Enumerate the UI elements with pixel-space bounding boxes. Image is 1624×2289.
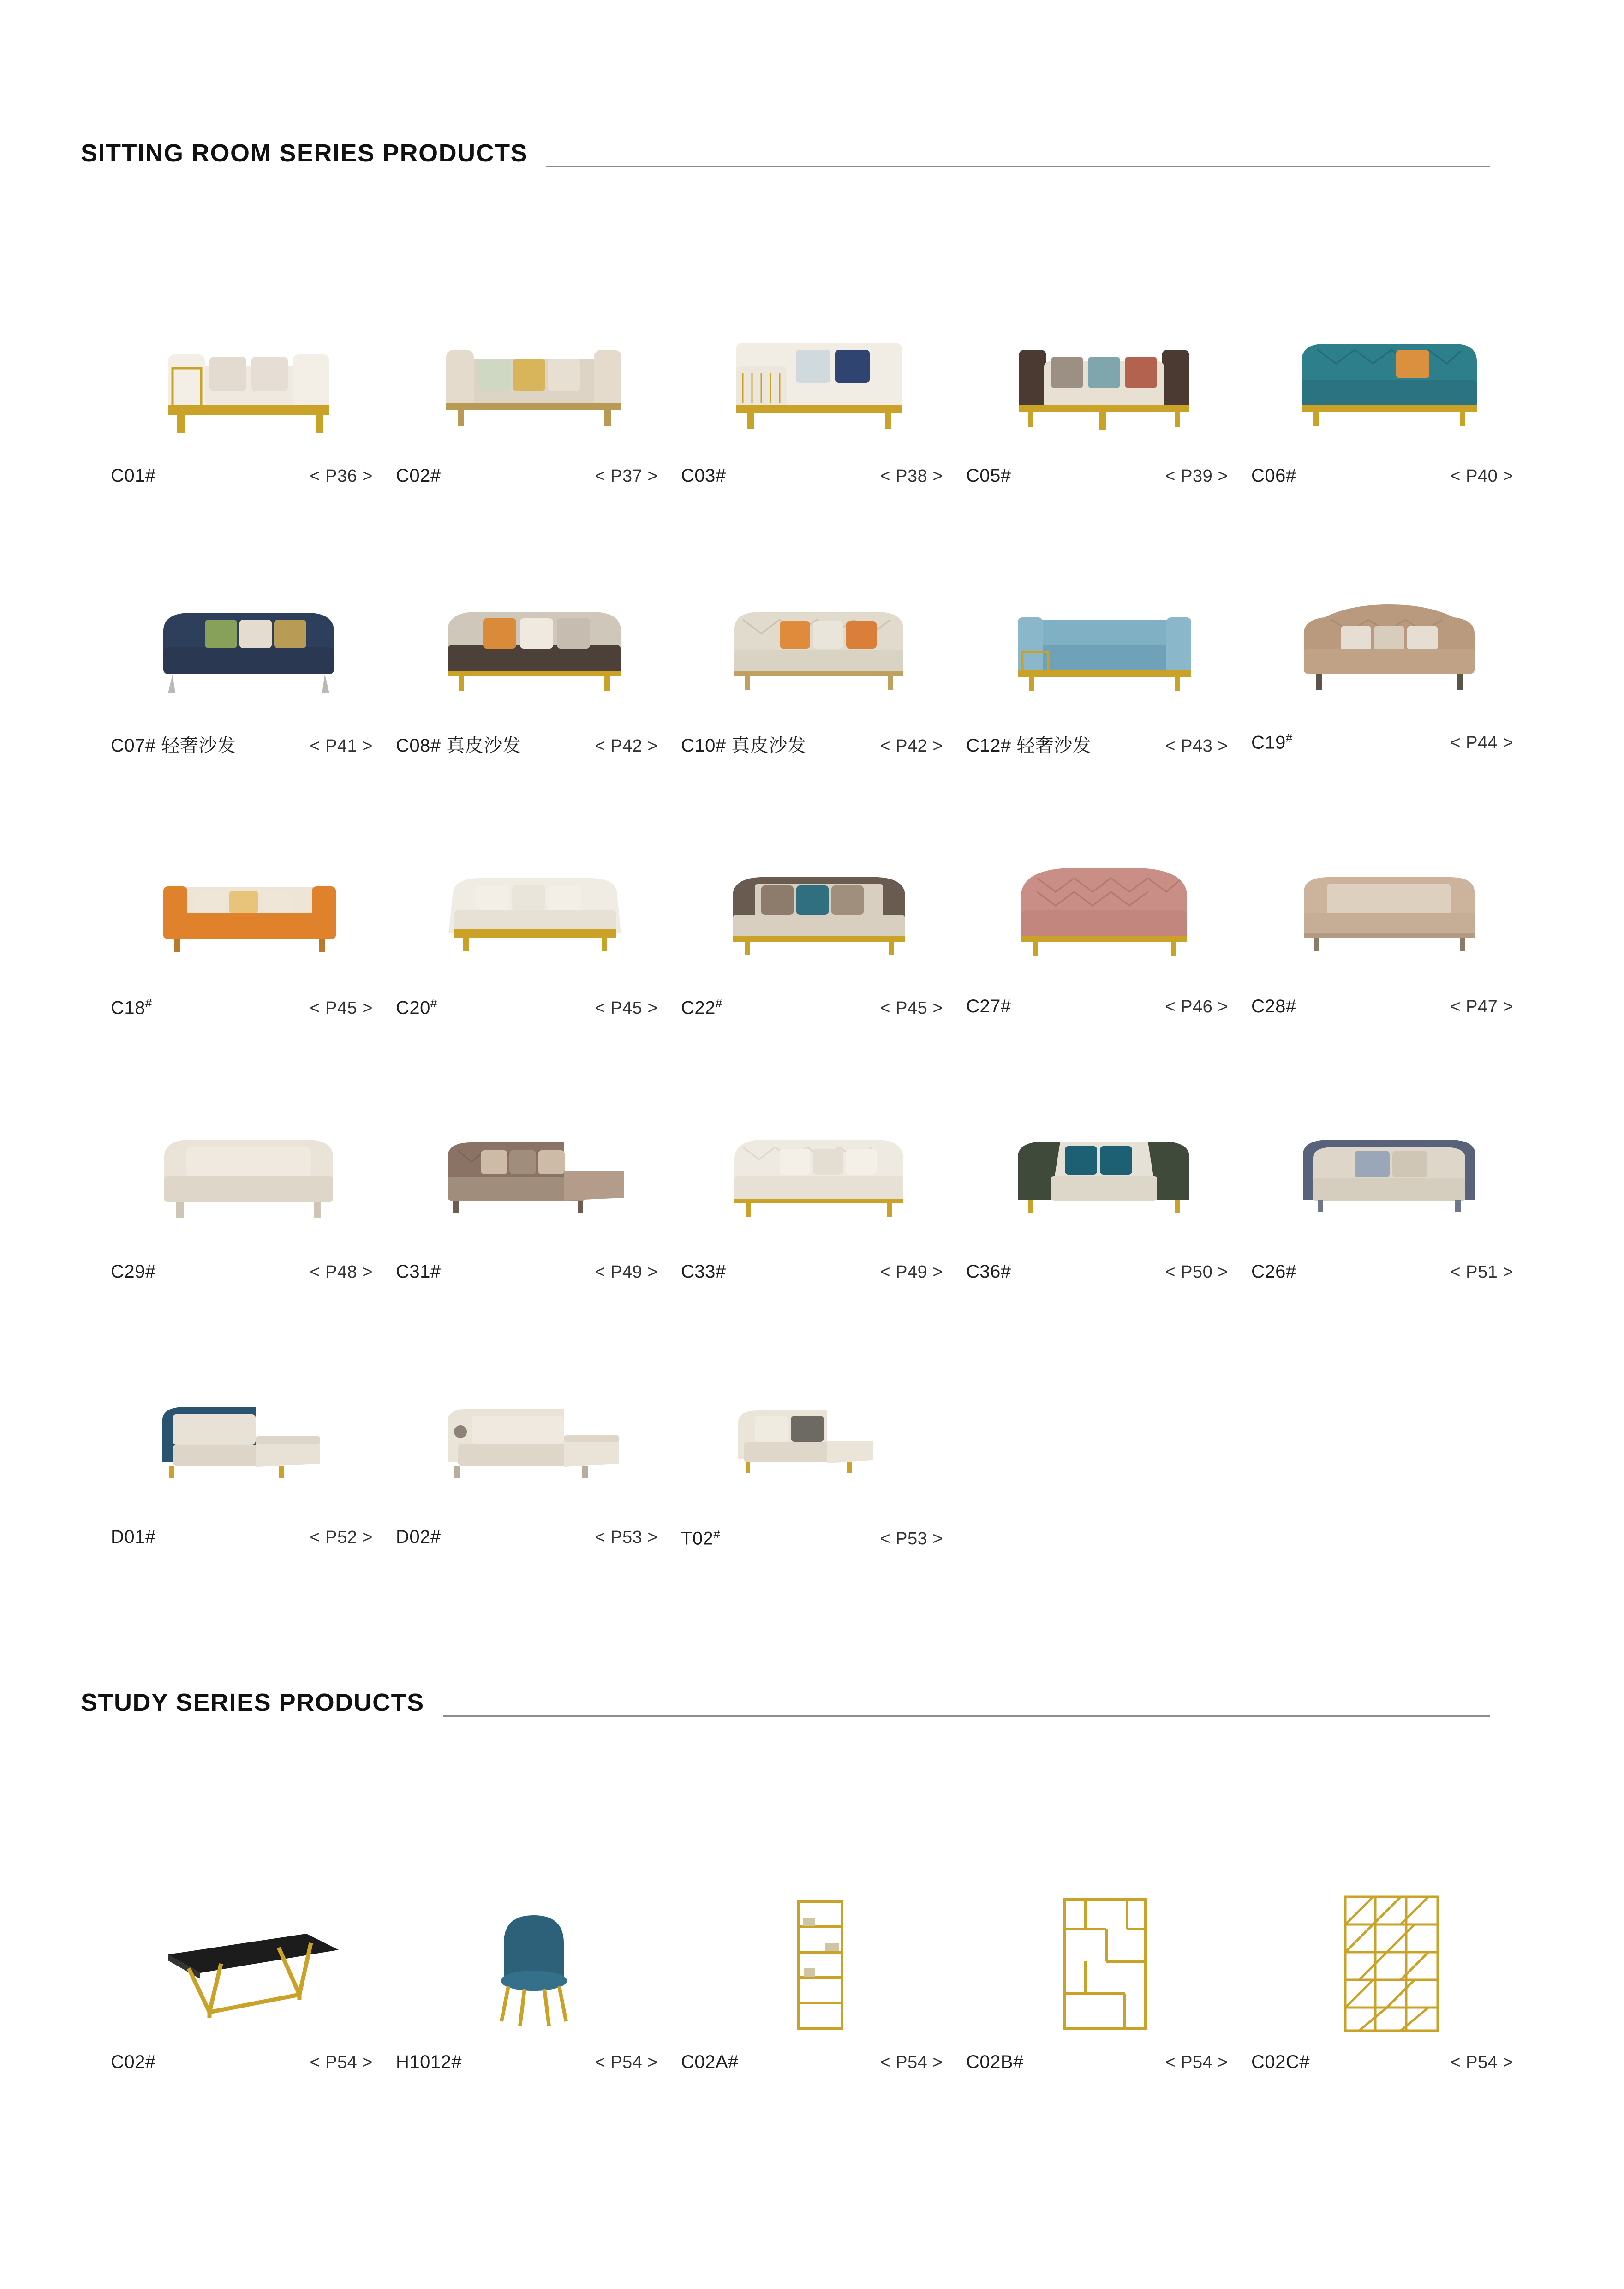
- section-divider: [443, 1715, 1490, 1717]
- product-code: C33#: [681, 1261, 726, 1282]
- product-page-ref: < P38 >: [880, 466, 943, 486]
- product-image-c19: [1247, 548, 1532, 731]
- product-cell[interactable]: [961, 283, 1247, 548]
- product-caption: [676, 731, 961, 757]
- product-caption: [106, 466, 391, 486]
- product-code: C28#: [1251, 996, 1296, 1016]
- product-page-ref: < P52 >: [310, 1528, 373, 1547]
- product-caption: [961, 1261, 1247, 1282]
- product-cell[interactable]: [391, 1344, 676, 1609]
- product-cell[interactable]: [1247, 548, 1532, 813]
- product-code: C31#: [396, 1261, 441, 1282]
- product-page-ref: < P47 >: [1450, 997, 1513, 1016]
- product-cell[interactable]: [106, 283, 391, 548]
- product-page-ref: < P53 >: [880, 1529, 943, 1549]
- product-page-ref: < P54 >: [595, 2053, 658, 2072]
- product-code: C12# 轻奢沙发: [966, 735, 1092, 756]
- product-page-ref: < P51 >: [1450, 1262, 1513, 1282]
- product-cell[interactable]: [961, 548, 1247, 813]
- section-title-sitting-room: SITTING ROOM SERIES PRODUCTS: [81, 139, 528, 167]
- product-caption: [106, 1261, 391, 1282]
- product-code: C02C#: [1251, 2052, 1310, 2072]
- product-caption: [391, 996, 676, 1018]
- product-code-sup: #: [715, 996, 722, 1010]
- product-cell[interactable]: [1247, 283, 1532, 548]
- product-cell[interactable]: [391, 1855, 676, 2132]
- product-cell[interactable]: [391, 283, 676, 548]
- product-caption: [676, 1527, 961, 1549]
- product-code: C19#: [1251, 731, 1293, 753]
- product-caption: [106, 731, 391, 757]
- product-code: C08# 真皮沙发: [396, 735, 521, 756]
- product-page-ref: < P42 >: [595, 736, 658, 756]
- product-image-c36: [961, 1079, 1247, 1261]
- product-image-c06: [1247, 283, 1532, 466]
- product-code: C02#: [396, 466, 441, 486]
- product-cell[interactable]: [961, 1855, 1247, 2132]
- product-cell[interactable]: [106, 548, 391, 813]
- product-image-c22: [676, 813, 961, 996]
- product-page-ref: < P49 >: [880, 1262, 943, 1282]
- product-image-c01: [106, 283, 391, 466]
- product-image-c28: [1247, 813, 1532, 996]
- product-code: C06#: [1251, 466, 1296, 486]
- product-caption: [961, 996, 1247, 1017]
- product-grid-study: [0, 1855, 1624, 2132]
- product-image-shelf-maze: [961, 1855, 1247, 2052]
- product-image-d01: [106, 1344, 391, 1527]
- product-code: C01#: [111, 466, 156, 486]
- product-caption: [1247, 466, 1532, 486]
- product-image-c26: [1247, 1079, 1532, 1261]
- product-code: C20#: [396, 996, 437, 1018]
- product-caption: [1247, 2052, 1532, 2073]
- product-cell[interactable]: [676, 1079, 961, 1344]
- product-page-ref: < P37 >: [595, 466, 658, 486]
- product-image-c18: [106, 813, 391, 996]
- product-code: C03#: [681, 466, 726, 486]
- product-image-c10: [676, 548, 961, 731]
- product-code-sup: #: [713, 1527, 721, 1541]
- product-image-c08: [391, 548, 676, 731]
- product-image-c27: [961, 813, 1247, 996]
- product-caption: [391, 731, 676, 757]
- section-title-study: STUDY SERIES PRODUCTS: [81, 1688, 424, 1716]
- product-caption: [1247, 996, 1532, 1017]
- product-cell-empty: [961, 1344, 1247, 1609]
- product-caption: [676, 996, 961, 1018]
- product-code: C18#: [111, 996, 152, 1018]
- product-image-c12: [961, 548, 1247, 731]
- product-code: D02#: [396, 1527, 441, 1547]
- product-caption: [1247, 731, 1532, 753]
- product-code: C05#: [966, 466, 1011, 486]
- product-code: H1012#: [396, 2052, 462, 2072]
- product-cell[interactable]: [676, 548, 961, 813]
- product-code-sup: #: [1285, 731, 1293, 745]
- product-cell[interactable]: [676, 1855, 961, 2132]
- product-page-ref: < P43 >: [1165, 736, 1228, 756]
- product-cell[interactable]: [676, 813, 961, 1079]
- product-page-ref: < P49 >: [595, 1262, 658, 1282]
- product-image-c03: [676, 283, 961, 466]
- product-caption: [391, 1261, 676, 1282]
- product-cell[interactable]: [676, 1344, 961, 1609]
- product-caption: [961, 731, 1247, 757]
- product-page-ref: < P54 >: [1165, 2053, 1228, 2072]
- product-code: C27#: [966, 996, 1011, 1016]
- product-image-chair: [391, 1855, 676, 2052]
- product-image-desk: [106, 1855, 391, 2052]
- product-caption: [391, 1527, 676, 1548]
- product-image-shelf-narrow: [676, 1855, 961, 2052]
- product-page-ref: < P41 >: [310, 736, 373, 756]
- product-code: C02#: [111, 2052, 156, 2072]
- product-image-c07: [106, 548, 391, 731]
- product-cell[interactable]: [1247, 1079, 1532, 1344]
- product-caption: [961, 466, 1247, 486]
- product-image-c05: [961, 283, 1247, 466]
- product-page-ref: < P54 >: [1450, 2053, 1513, 2072]
- product-code: D01#: [111, 1527, 156, 1547]
- product-caption: [676, 1261, 961, 1282]
- product-caption: [676, 2052, 961, 2073]
- product-cell[interactable]: [1247, 1855, 1532, 2132]
- product-code: C36#: [966, 1261, 1011, 1282]
- product-page-ref: < P50 >: [1165, 1262, 1228, 1282]
- product-page-ref: < P45 >: [595, 998, 658, 1018]
- product-page-ref: < P42 >: [880, 736, 943, 756]
- product-code: C26#: [1251, 1261, 1296, 1282]
- product-cell[interactable]: [106, 1344, 391, 1609]
- product-page-ref: < P45 >: [310, 998, 373, 1018]
- product-caption: [106, 1527, 391, 1548]
- product-page-ref: < P53 >: [595, 1528, 658, 1547]
- product-page-ref: < P45 >: [880, 998, 943, 1018]
- product-page-ref: < P46 >: [1165, 997, 1228, 1016]
- product-caption: [961, 2052, 1247, 2073]
- product-image-c29: [106, 1079, 391, 1261]
- product-code: C02A#: [681, 2052, 739, 2072]
- product-cell[interactable]: [391, 813, 676, 1079]
- product-image-d02: [391, 1344, 676, 1527]
- product-page-ref: < P40 >: [1450, 466, 1513, 486]
- product-code: C02B#: [966, 2052, 1024, 2072]
- product-caption: [676, 466, 961, 486]
- product-cell[interactable]: [106, 813, 391, 1079]
- section-header: [0, 1688, 1624, 1717]
- product-cell[interactable]: [391, 548, 676, 813]
- product-caption: [391, 2052, 676, 2073]
- product-image-c02: [391, 283, 676, 466]
- product-code: C10# 真皮沙发: [681, 735, 806, 756]
- product-page-ref: < P54 >: [310, 2053, 373, 2072]
- product-image-shelf-lattice: [1247, 1855, 1532, 2052]
- product-cell-empty: [1247, 1344, 1532, 1609]
- product-image-t02: [676, 1344, 961, 1527]
- product-code: C29#: [111, 1261, 156, 1282]
- section-study: [0, 1688, 1624, 2132]
- product-cell[interactable]: [106, 1855, 391, 2132]
- product-cell[interactable]: [106, 1079, 391, 1344]
- product-code: C07# 轻奢沙发: [111, 735, 236, 756]
- product-cell[interactable]: [391, 1079, 676, 1344]
- product-cell[interactable]: [961, 1079, 1247, 1344]
- product-code: T02#: [681, 1527, 721, 1549]
- product-cell[interactable]: [1247, 813, 1532, 1079]
- product-caption: [1247, 1261, 1532, 1282]
- product-code-sup: #: [145, 996, 152, 1010]
- product-cell[interactable]: [676, 283, 961, 548]
- product-page-ref: < P48 >: [310, 1262, 373, 1282]
- product-image-c33: [676, 1079, 961, 1261]
- product-page-ref: < P54 >: [880, 2053, 943, 2072]
- product-caption: [106, 996, 391, 1018]
- product-image-c31: [391, 1079, 676, 1261]
- product-code: C22#: [681, 996, 722, 1018]
- product-caption: [391, 466, 676, 486]
- section-divider: [546, 166, 1490, 167]
- product-image-c20: [391, 813, 676, 996]
- product-page-ref: < P39 >: [1165, 466, 1228, 486]
- product-page-ref: < P44 >: [1450, 733, 1513, 753]
- product-code-sup: #: [430, 996, 437, 1010]
- product-caption: [106, 2052, 391, 2073]
- section-header: [0, 138, 1624, 167]
- product-grid-sitting-room: [0, 283, 1624, 1609]
- product-cell[interactable]: [961, 813, 1247, 1079]
- product-page-ref: < P36 >: [310, 466, 373, 486]
